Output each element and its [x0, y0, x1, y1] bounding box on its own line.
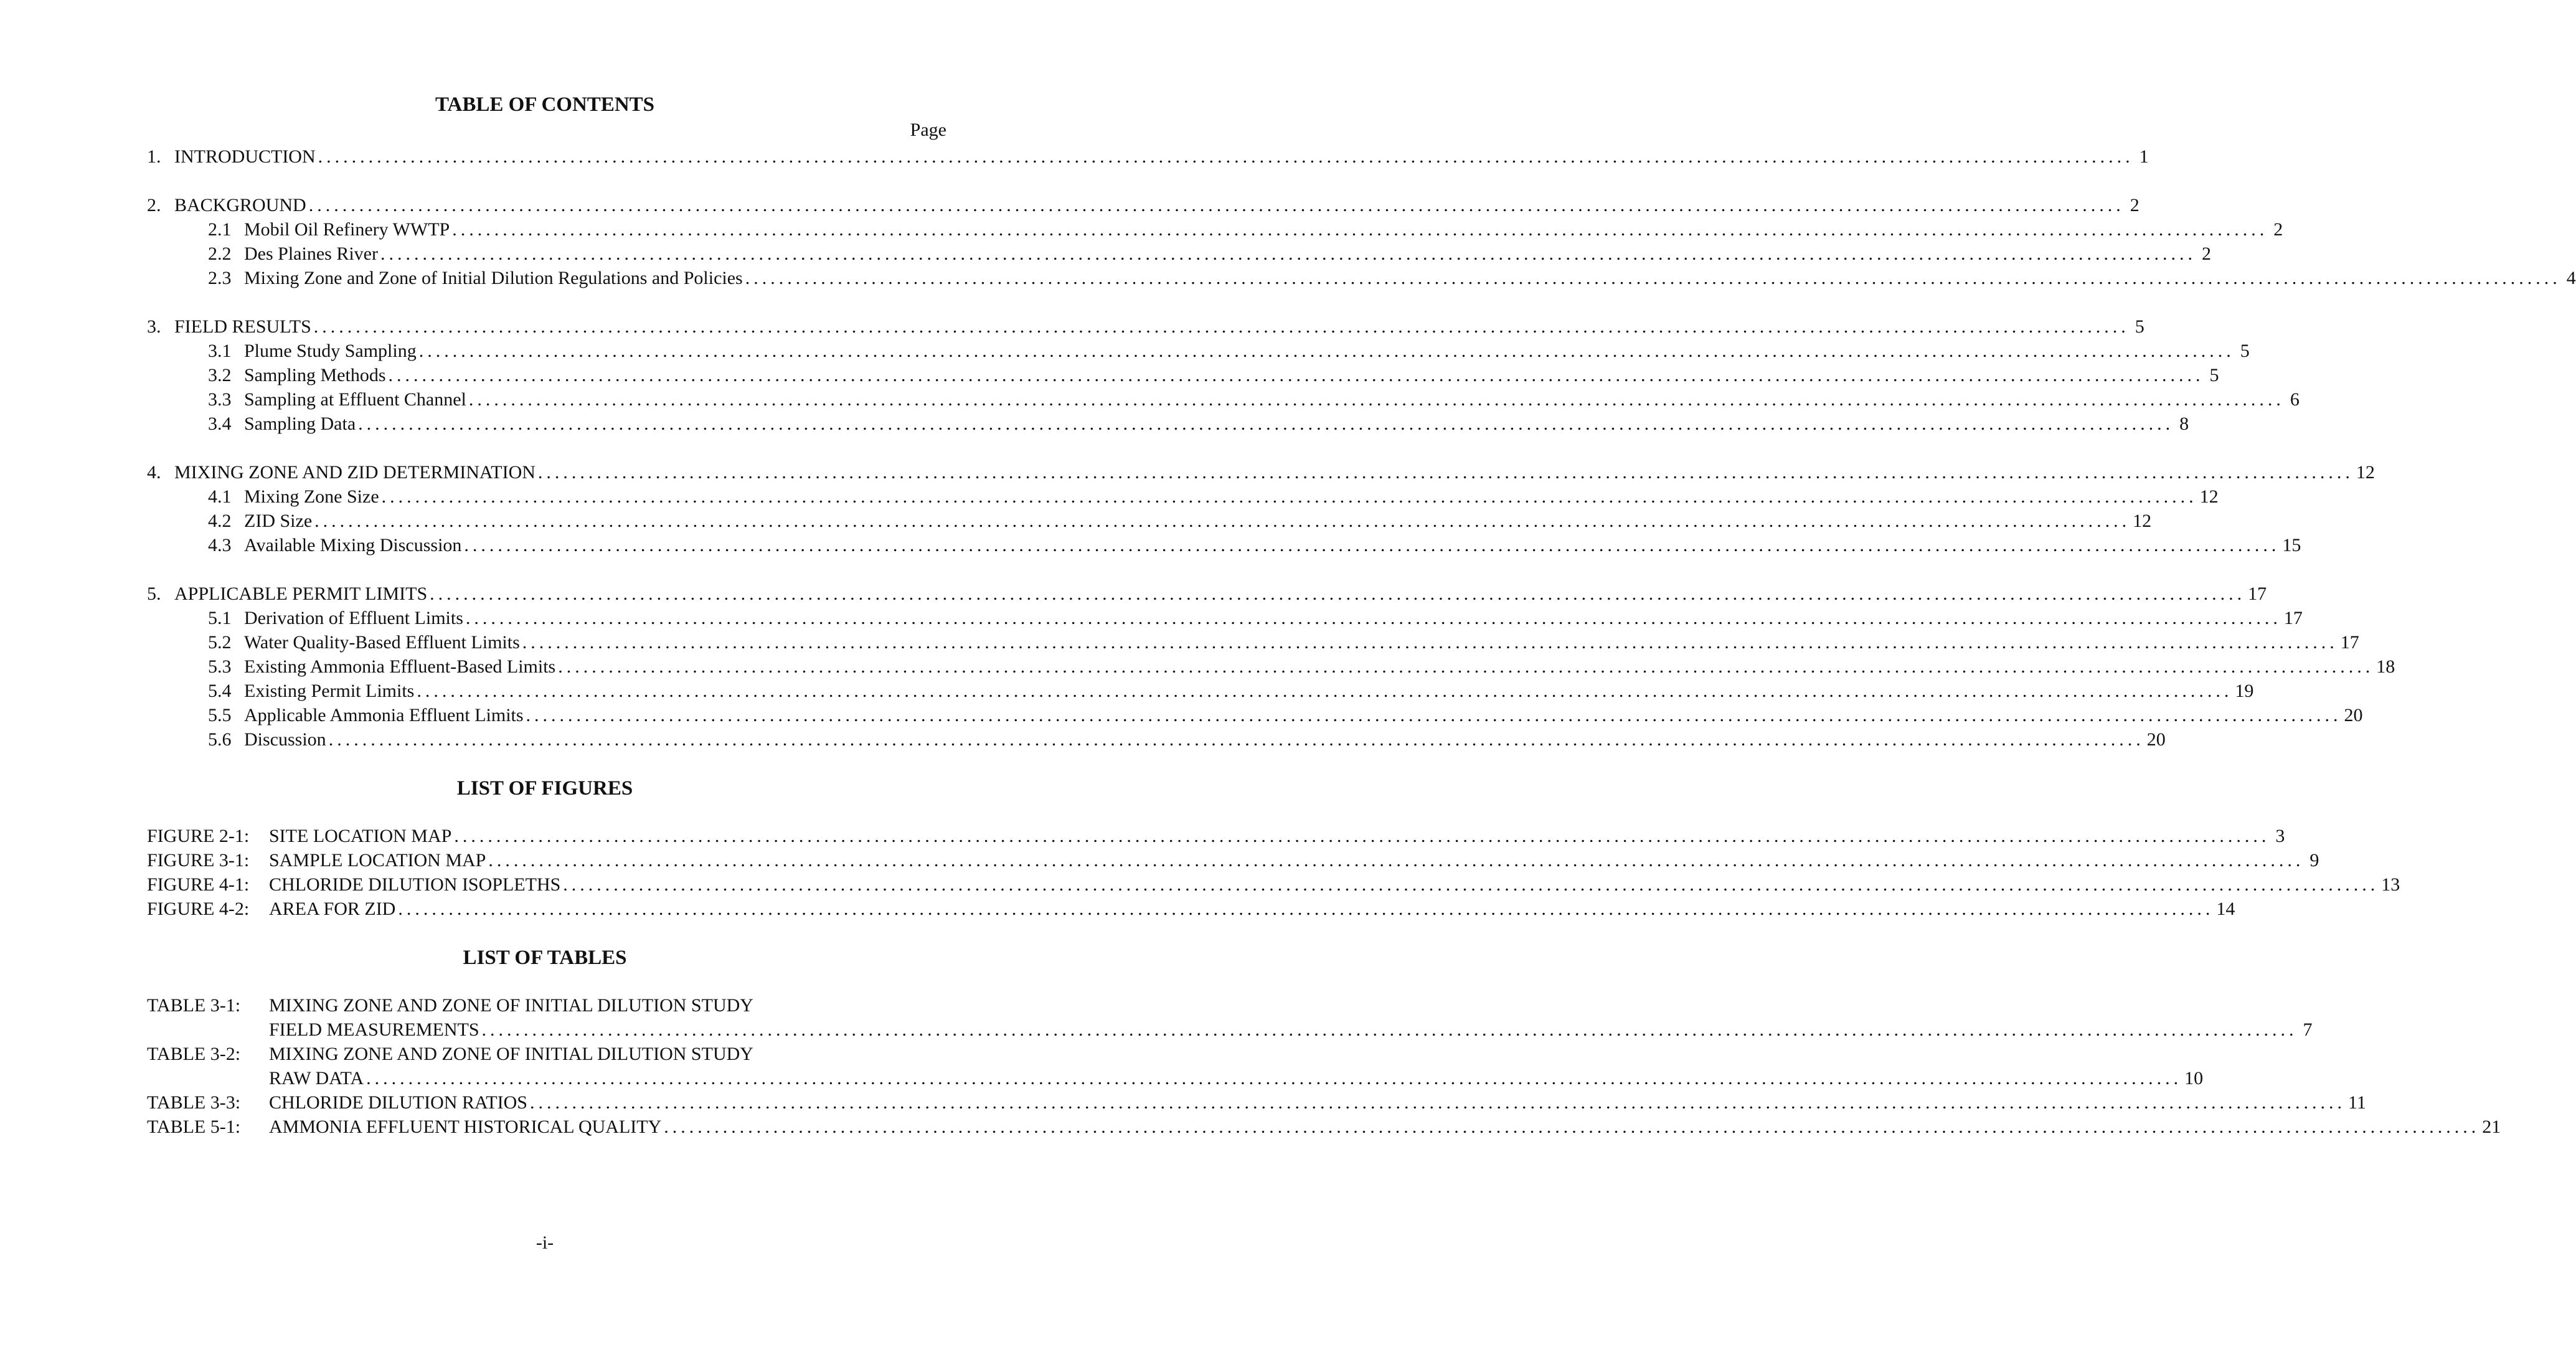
toc-subentry-label: Existing Ammonia Effluent-Based Limits — [244, 656, 556, 677]
toc-entry-mixing-zone[interactable] — [147, 460, 2375, 484]
dot-leader: ........................................................................................................................................................................................................................ — [468, 389, 2285, 410]
toc-subentry-page: 8 — [2179, 413, 2189, 434]
toc-entry-number: 4. — [147, 462, 161, 483]
dot-leader: ........................................................................................................................................................................................................................ — [430, 583, 2246, 604]
page-number: -i- — [535, 1232, 554, 1253]
figure-entry-number: FIGURE 2-1: — [147, 826, 250, 846]
dot-leader: ........................................................................................................................................................................................................................ — [488, 850, 2305, 871]
toc-entry-page: 5 — [2135, 316, 2144, 337]
dot-leader: ........................................................................................................................................................................................................................ — [381, 486, 2197, 507]
figure-entry-page: 9 — [2309, 850, 2319, 871]
figure-entry[interactable] — [147, 897, 2235, 921]
toc-subentry[interactable] — [208, 630, 2359, 654]
toc-subentry-number: 5.6 — [208, 729, 232, 750]
table-entry-page: 21 — [2482, 1117, 2501, 1137]
toc-subentry-page: 17 — [2340, 632, 2359, 653]
dot-leader: ........................................................................................................................................................................................................................ — [454, 826, 2270, 846]
toc-entry-page: 1 — [2139, 146, 2149, 167]
dot-leader: ........................................................................................................................................................................................................................ — [366, 1068, 2182, 1089]
figure-entry-page: 13 — [2381, 874, 2400, 895]
table-entry-number: TABLE 3-1: — [147, 995, 241, 1016]
toc-subentry-number: 4.2 — [208, 511, 232, 531]
toc-subentry-label: ZID Size — [244, 511, 313, 531]
toc-subentry-label: Plume Study Sampling — [244, 341, 417, 361]
dot-leader: ........................................................................................................................................................................................................................ — [388, 365, 2204, 385]
dot-leader: ........................................................................................................................................................................................................................ — [380, 243, 2196, 264]
dot-leader: ........................................................................................................................................................................................................................ — [452, 219, 2268, 240]
figure-entry-label: SITE LOCATION MAP — [269, 826, 452, 846]
toc-subentry-page: 2 — [2273, 219, 2283, 240]
toc-subentry-label: Sampling at Effluent Channel — [244, 389, 466, 410]
figure-entry-number: FIGURE 4-1: — [147, 874, 250, 895]
toc-entry-number: 2. — [147, 195, 161, 215]
toc-subentry[interactable] — [208, 363, 2219, 387]
figure-entry-page: 14 — [2216, 899, 2235, 919]
dot-leader: ........................................................................................................................................................................................................................ — [418, 341, 2235, 361]
dot-leader: ........................................................................................................................................................................................................................ — [465, 608, 2281, 628]
toc-entry-label: APPLICABLE PERMIT LIMITS — [174, 583, 428, 604]
toc-subentry-label: Discussion — [244, 729, 326, 750]
dot-leader: ........................................................................................................................................................................................................................ — [664, 1117, 2480, 1137]
table-entry-page: 7 — [2303, 1019, 2313, 1040]
toc-subentry-label: Des Plaines River — [244, 243, 378, 264]
toc-subentry[interactable] — [208, 533, 2301, 557]
table-entry-label-line1: MIXING ZONE AND ZONE OF INITIAL DILUTION STUDY — [269, 1044, 753, 1064]
toc-subentry-page: 2 — [2201, 243, 2211, 264]
figure-entry-page: 3 — [2275, 826, 2285, 846]
table-entry-label: FIELD MEASUREMENTS — [269, 1019, 479, 1040]
toc-subentry-number: 3.3 — [208, 389, 232, 410]
table-entry-title-line — [147, 1042, 946, 1066]
figure-entry-label: AREA FOR ZID — [269, 899, 396, 919]
toc-entry-label: INTRODUCTION — [174, 146, 316, 167]
toc-entry-permit-limits[interactable] — [147, 582, 2267, 606]
toc-entry-number: 5. — [147, 583, 161, 604]
figure-entry-label: CHLORIDE DILUTION ISOPLETHS — [269, 874, 561, 895]
toc-entry-number: 3. — [147, 316, 161, 337]
figure-entry[interactable] — [147, 824, 2285, 848]
toc-subentry-label: Mixing Zone Size — [244, 486, 379, 507]
toc-entry-introduction[interactable] — [147, 144, 2149, 169]
figure-entry[interactable] — [147, 872, 2400, 897]
table-entry-label: CHLORIDE DILUTION RATIOS — [269, 1092, 527, 1113]
toc-subentry-page: 5 — [2240, 341, 2250, 361]
toc-subentry-label: Derivation of Effluent Limits — [244, 608, 463, 628]
dot-leader: ........................................................................................................................................................................................................................ — [318, 146, 2134, 167]
dot-leader: ........................................................................................................................................................................................................................ — [558, 656, 2374, 677]
toc-subentry-page: 18 — [2376, 656, 2395, 677]
toc-entry-number: 1. — [147, 146, 161, 167]
dot-leader: ........................................................................................................................................................................................................................ — [313, 316, 2130, 337]
toc-subentry-label: Applicable Ammonia Effluent Limits — [244, 705, 524, 725]
toc-subentry-label: Mixing Zone and Zone of Initial Dilution Regulations and Policies — [244, 268, 743, 288]
dot-leader: ........................................................................................................................................................................................................................ — [464, 535, 2280, 555]
dot-leader: ........................................................................................................................................................................................................................ — [529, 1092, 2346, 1113]
dot-leader: ........................................................................................................................................................................................................................ — [328, 729, 2144, 750]
toc-entry-page: 17 — [2248, 583, 2267, 604]
toc-subentry-number: 3.2 — [208, 365, 232, 385]
figure-entry-number: FIGURE 3-1: — [147, 850, 250, 871]
table-entry[interactable] — [269, 1066, 2204, 1090]
page-column-label: Page — [910, 120, 946, 140]
dot-leader: ........................................................................................................................................................................................................................ — [526, 705, 2342, 725]
table-entry[interactable] — [269, 1018, 2313, 1042]
dot-leader: ........................................................................................................................................................................................................................ — [522, 632, 2338, 653]
toc-subentry-number: 3.4 — [208, 413, 232, 434]
table-entry-number: TABLE 3-2: — [147, 1044, 241, 1064]
toc-subentry-page: 20 — [2344, 705, 2363, 725]
toc-subentry-page: 17 — [2283, 608, 2303, 628]
list-of-tables-title: LIST OF TABLES — [463, 947, 627, 969]
toc-subentry[interactable] — [208, 509, 2152, 533]
toc-subentry-number: 2.2 — [208, 243, 232, 264]
dot-leader: ........................................................................................................................................................................................................................ — [314, 511, 2131, 531]
toc-subentry-label: Mobil Oil Refinery WWTP — [244, 219, 450, 240]
toc-subentry-page: 6 — [2290, 389, 2300, 410]
figure-entry-label: SAMPLE LOCATION MAP — [269, 850, 486, 871]
toc-subentry-page: 15 — [2282, 535, 2301, 555]
table-entry-number: TABLE 3-3: — [147, 1092, 241, 1113]
table-entry[interactable] — [147, 1090, 2366, 1115]
toc-subentry[interactable] — [208, 217, 2283, 242]
toc-subentry-label: Available Mixing Discussion — [244, 535, 462, 555]
toc-subentry-number: 5.3 — [208, 656, 232, 677]
toc-subentry[interactable] — [208, 266, 2576, 290]
list-of-figures-title: LIST OF FIGURES — [456, 777, 633, 800]
toc-subentry[interactable] — [208, 654, 2395, 679]
table-entry[interactable] — [147, 1115, 2501, 1139]
toc-entry-field-results[interactable] — [147, 314, 2144, 339]
dot-leader: ........................................................................................................................................................................................................................ — [481, 1019, 2298, 1040]
toc-subentry-number: 2.1 — [208, 219, 232, 240]
toc-subentry[interactable] — [208, 703, 2363, 727]
dot-leader: ........................................................................................................................................................................................................................ — [417, 681, 2233, 701]
table-entry-label: AMMONIA EFFLUENT HISTORICAL QUALITY — [269, 1117, 662, 1137]
toc-subentry-number: 5.4 — [208, 681, 232, 701]
toc-entry-label: MIXING ZONE AND ZID DETERMINATION — [174, 462, 535, 483]
toc-subentry-page: 5 — [2209, 365, 2219, 385]
toc-subentry-number: 5.1 — [208, 608, 232, 628]
toc-entry-page: 2 — [2130, 195, 2140, 215]
toc-entry-label: BACKGROUND — [174, 195, 306, 215]
toc-subentry-number: 2.3 — [208, 268, 232, 288]
toc-subentry-number: 4.1 — [208, 486, 232, 507]
dot-leader: ........................................................................................................................................................................................................................ — [398, 899, 2214, 919]
table-entry-label-line1: MIXING ZONE AND ZONE OF INITIAL DILUTION STUDY — [269, 995, 753, 1016]
dot-leader: ........................................................................................................................................................................................................................ — [563, 874, 2379, 895]
toc-subentry-page: 20 — [2146, 729, 2166, 750]
table-entry-number: TABLE 5-1: — [147, 1117, 241, 1137]
toc-subentry-number: 5.2 — [208, 632, 232, 653]
toc-subentry-number: 4.3 — [208, 535, 232, 555]
table-entry-label: RAW DATA — [269, 1068, 364, 1089]
toc-subentry[interactable] — [208, 339, 2250, 363]
dot-leader: ........................................................................................................................................................................................................................ — [358, 413, 2174, 434]
toc-subentry[interactable] — [208, 242, 2211, 266]
toc-entry-label: FIELD RESULTS — [174, 316, 311, 337]
toc-subentry[interactable] — [208, 727, 2166, 752]
table-entry-page: 11 — [2347, 1092, 2366, 1113]
table-entry-page: 10 — [2184, 1068, 2204, 1089]
toc-subentry[interactable] — [208, 679, 2254, 703]
dot-leader: ........................................................................................................................................................................................................................ — [745, 268, 2561, 288]
toc-subentry-label: Sampling Data — [244, 413, 356, 434]
toc-subentry-page: 19 — [2235, 681, 2254, 701]
figure-entry-number: FIGURE 4-2: — [147, 899, 250, 919]
toc-subentry-page: 12 — [2133, 511, 2152, 531]
toc-title: TABLE OF CONTENTS — [435, 93, 655, 116]
dot-leader: ........................................................................................................................................................................................................................ — [537, 462, 2354, 483]
toc-subentry-label: Water Quality-Based Effluent Limits — [244, 632, 520, 653]
toc-entry-background[interactable] — [147, 193, 2140, 217]
toc-subentry-label: Sampling Methods — [244, 365, 386, 385]
toc-subentry-page: 12 — [2199, 486, 2219, 507]
toc-subentry[interactable] — [208, 606, 2303, 630]
toc-subentry[interactable] — [208, 412, 2189, 436]
toc-subentry[interactable] — [208, 484, 2219, 509]
toc-entry-page: 12 — [2356, 462, 2375, 483]
toc-subentry-page: 4 — [2566, 268, 2576, 288]
toc-subentry-label: Existing Permit Limits — [244, 681, 415, 701]
toc-subentry[interactable] — [208, 387, 2300, 412]
toc-subentry-number: 5.5 — [208, 705, 232, 725]
dot-leader: ........................................................................................................................................................................................................................ — [308, 195, 2125, 215]
toc-subentry-number: 3.1 — [208, 341, 232, 361]
table-entry-title-line — [147, 993, 946, 1018]
figure-entry[interactable] — [147, 848, 2319, 872]
